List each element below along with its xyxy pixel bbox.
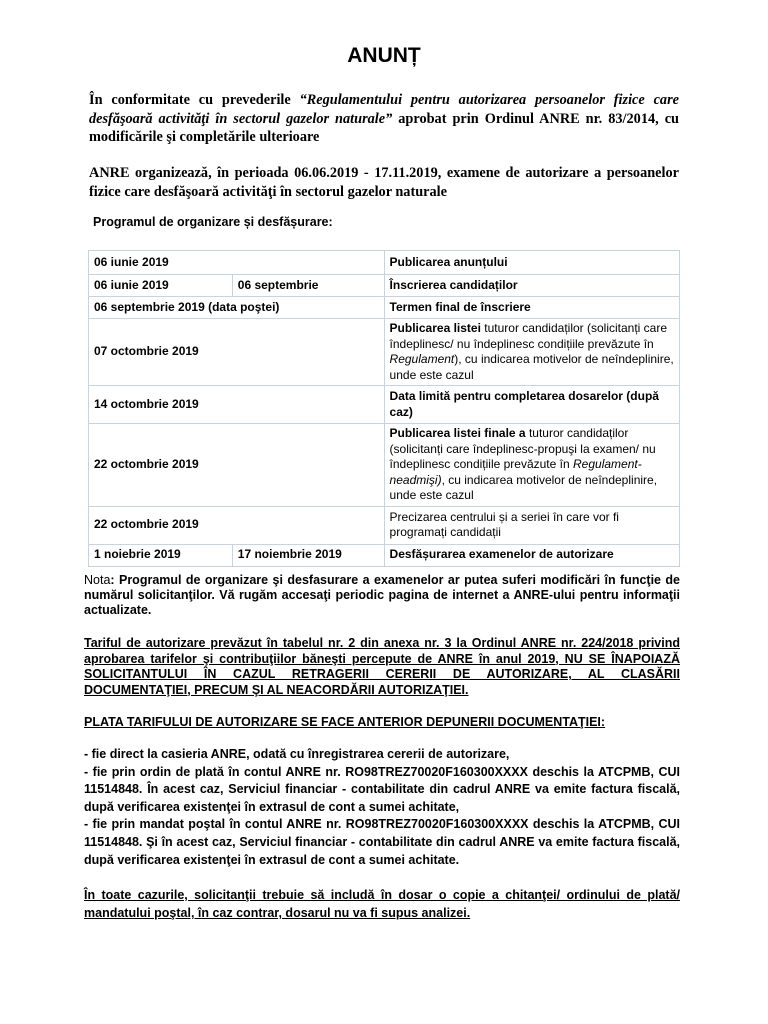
table-row [89, 544, 680, 566]
activity-italic: Regulament [389, 352, 455, 366]
activity-text: tuturor candidaților (solicitanți care îndeplinesc-propuşi la examen/ nu îndeplinesc condițiile prevăzute în [389, 426, 656, 471]
table-row [89, 386, 680, 424]
schedule-activity: Precizarea centrului și a seriei în care vor fi programați candidații [384, 506, 679, 544]
activity-text: tuturor candidaților (solicitanți care îndeplinesc/ nu îndeplinesc condițiile prevăzute în [389, 321, 668, 351]
schedule-activity: Publicarea anunțului [384, 251, 679, 275]
intro-paragraph-2 [89, 164, 679, 201]
fee-paragraph: Tariful de autorizare prevăzut în tabelul nr. 2 din anexa nr. 3 la Ordinul ANRE nr. 224/2018 privind aprobarea tarifelor şi contribuţiilor băneşti percepute de ANRE în anul 2019, NU SE ÎNAPOIAZĂ SOLICITANTULUI ÎN CAZUL RETRAGERII CERERII DE AUTORIZARE, AL CLASĂRII DOCUMENTAŢIEI, PRECUM ŞI AL NEACORDĂRII AUTORIZAŢIEI. [84, 636, 680, 697]
schedule-activity [384, 319, 679, 386]
payment-options-list [84, 746, 680, 869]
note-text: : Programul de organizare şi desfasurare a examenelor ar putea suferi modificări în funcţie de numărul solicitanţilor. Vă rugăm accesaţi periodic pagina de internet a ANRE-ului pentru informaţii actualizate. [84, 573, 680, 618]
activity-bold: Publicarea listei [389, 321, 481, 335]
schedule-activity: Desfășurarea examenelor de autorizare [384, 544, 679, 566]
note-paragraph [84, 573, 680, 619]
schedule-date: 06 septembrie 2019 (data poştei) [89, 297, 385, 319]
schedule-table [88, 250, 680, 567]
program-label: Programul de organizare și desfășurare: [93, 215, 333, 229]
list-item: - fie direct la casieria ANRE, odată cu înregistrarea cererii de autorizare, [84, 747, 510, 761]
schedule-date: 22 octombrie 2019 [89, 424, 385, 507]
schedule-activity: Înscrierea candidaților [384, 275, 679, 297]
list-item: - fie prin mandat poştal în contul ANRE nr. RO98TREZ70020F160300XXXX deschis la ATCPMB, CUI 11514848. Şi în acest caz, Serviciul financiar - contabilitate din cadrul ANRE va emite factura fiscală, după verificarea existenţei în extrasul de cont a sumei achitate. [84, 817, 680, 867]
payment-heading: PLATA TARIFULUI DE AUTORIZARE SE FACE ANTERIOR DEPUNERII DOCUMENTAŢIEI: [84, 715, 606, 729]
table-row [89, 275, 680, 297]
intro-text-start: În conformitate cu prevederile [89, 92, 300, 108]
intro-paragraph-1 [89, 91, 679, 147]
schedule-date-end: 06 septembrie [232, 275, 384, 297]
list-item: - fie prin ordin de plată în contul ANRE nr. RO98TREZ70020F160300XXXX deschis la ATCPMB, CUI 11514848. În acest caz, Serviciul financiar - contabilitate din cadrul ANRE va emite factura fiscală, după verificarea existenţei în extrasul de cont a sumei achitate, [84, 764, 680, 814]
schedule-activity: Data limită pentru completarea dosarelor (după caz) [384, 386, 679, 424]
page-title: ANUNȚ [347, 44, 421, 67]
schedule-date-start: 1 noiebrie 2019 [89, 544, 233, 566]
schedule-activity: Termen final de înscriere [384, 297, 679, 319]
schedule-date-end: 17 noiembrie 2019 [232, 544, 384, 566]
schedule-activity [384, 424, 679, 507]
schedule-date: 06 iunie 2019 [89, 251, 385, 275]
note-label: Nota [84, 573, 111, 587]
table-row [89, 251, 680, 275]
schedule-date: 07 octombrie 2019 [89, 319, 385, 386]
schedule-date: 14 octombrie 2019 [89, 386, 385, 424]
intro-exam-period: ANRE organizează, în perioada 06.06.2019 - 17.11.2019, examene de autorizare a persoanelor fizice care desfăşoară activităţi în sectorul gazelor naturale [89, 165, 679, 200]
activity-text-end: ), cu indicarea motivelor de neîndeplinire, unde este cazul [389, 352, 674, 382]
activity-text-end: , cu indicarea motivelor de neîndeplinire, unde este cazul [389, 472, 658, 502]
intro-text-end: aprobat prin Ordinul ANRE nr. 83/2014, cu modificările şi completările ulterioare [89, 110, 679, 145]
intro-regulation-title: “Regulamentului pentru autorizarea persoanelor fizice care desfăşoară activităţi în sectorul gazelor naturale” [89, 92, 679, 127]
activity-italic: Regulament-neadmişi) [389, 457, 642, 487]
schedule-date-start: 06 iunie 2019 [89, 275, 233, 297]
table-row [89, 297, 680, 319]
table-row [89, 506, 680, 544]
final-paragraph: În toate cazurile, solicitanţii trebuie să includă în dosar o copie a chitanţei/ ordinului de plată/ mandatului poştal, în caz contrar, dosarul nu va fi supus analizei. [84, 888, 680, 920]
table-row [89, 319, 680, 386]
activity-bold: Publicarea listei finale a [389, 426, 526, 440]
table-row [89, 424, 680, 507]
schedule-date: 22 octombrie 2019 [89, 506, 385, 544]
